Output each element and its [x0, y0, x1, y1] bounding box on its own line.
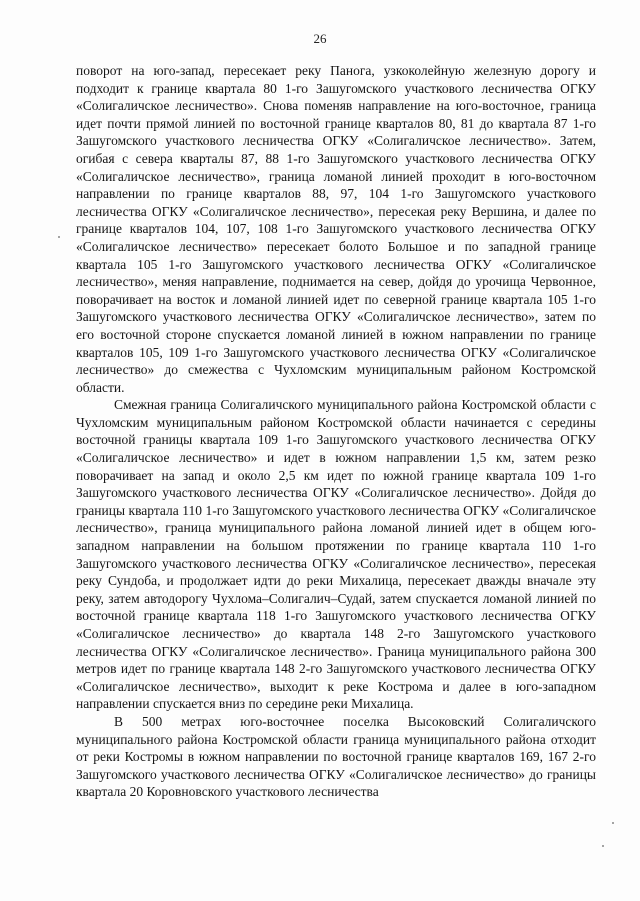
scan-speck — [612, 822, 614, 824]
scan-speck — [602, 845, 604, 847]
paragraph-1: поворот на юго-запад, пересекает реку Панога, узкоколейную железную дорогу и подходит к границе квартала 80 1-го Зашугомского участкового лесничества ОГКУ «Солигаличское лесничество». Снова поменяв направление на юго-восточное, граница идет почти прямой линией по восточной границе кварталов 80, 81 до квартала 87 1-го Зашугомского участкового лесничества ОГКУ «Солигаличское лесничество». Затем, огибая с севера кварталы 87, 88 1-го Зашугомского участкового лесничества ОГКУ «Солигаличское лесничество», граница ломаной линией проходит в юго-восточном направлении по границе кварталов 88, 97, 104 1-го Зашугомского участкового лесничества ОГКУ «Солигаличское лесничество», пересекая реку Вершина, и далее по границе кварталов 104, 107, 108 1-го Зашугомского участкового лесничества ОГКУ «Солигаличское лесничество» пересекает болото Большое и по западной границе квартала 105 1-го Зашугомского участкового лесничества ОГКУ «Солигаличское лесничество», меняя направление, поднимается на север, дойдя до урочища Червонное, поворачивает на восток и ломаной линией идет по северной границе квартала 105 1-го Зашугомского участкового лесничества ОГКУ «Солигаличское лесничество», затем по его восточной стороне спускается ломаной линией в южном направлении по границе кварталов 105, 109 1-го Зашугомского участкового лесничества ОГКУ «Солигаличское лесничество» до смежества с Чухломским муниципальным районом Костромской области. — [76, 63, 596, 395]
scan-speck — [58, 236, 60, 238]
paragraph-2: Смежная граница Солигаличского муниципального района Костромской области с Чухломским муниципальным районом Костромской области начинается с середины восточной границы квартала 109 1-го Зашугомского участкового лесничества ОГКУ «Солигаличское лесничество» и идет в южном направлении 1,5 км, затем резко поворачивает на запад и около 2,5 км идет по южной границе квартала 109 1-го Зашугомского участкового лесничества ОГКУ «Солигаличское лесничество». Дойдя до границы квартала 110 1-го Зашугомского участкового лесничества ОГКУ «Солигаличское лесничество», граница муниципального района ломаной линией идет в общем юго-западном направлении на большом протяжении по границе квартала 110 1-го Зашугомского участкового лесничества ОГКУ «Солигаличское лесничество», пересекая реку Сундоба, и продолжает идти до реки Михалица, пересекает дважды вначале эту реку, затем автодорогу Чухлома–Солигалич–Судай, затем спускается ломаной линией по восточной границе квартала 118 1-го Зашугомского участкового лесничества ОГКУ «Солигаличское лесничество» до квартала 148 2-го Зашугомского участкового лесничества ОГКУ «Солигаличское лесничество». Граница муниципального района 300 метров идет по границе квартала 148 2-го Зашугомского участкового лесничества ОГКУ «Солигаличское лесничество», выходит к реке Кострома и далее в юго-западном направлении спускается вниз по середине реки Михалица. — [76, 397, 596, 712]
page-number: 26 — [313, 31, 327, 46]
paragraph-3: В 500 метрах юго-восточнее поселка Высоковский Солигаличского муниципального района Костромской области граница муниципального района отходит от реки Костромы в южном направлении по восточной границе кварталов 169, 167 2-го Зашугомского участкового лесничества ОГКУ «Солигаличское лесничество» до границы квартала 20 Коровновского участкового лесничества — [76, 713, 596, 800]
body-text — [76, 62, 596, 801]
